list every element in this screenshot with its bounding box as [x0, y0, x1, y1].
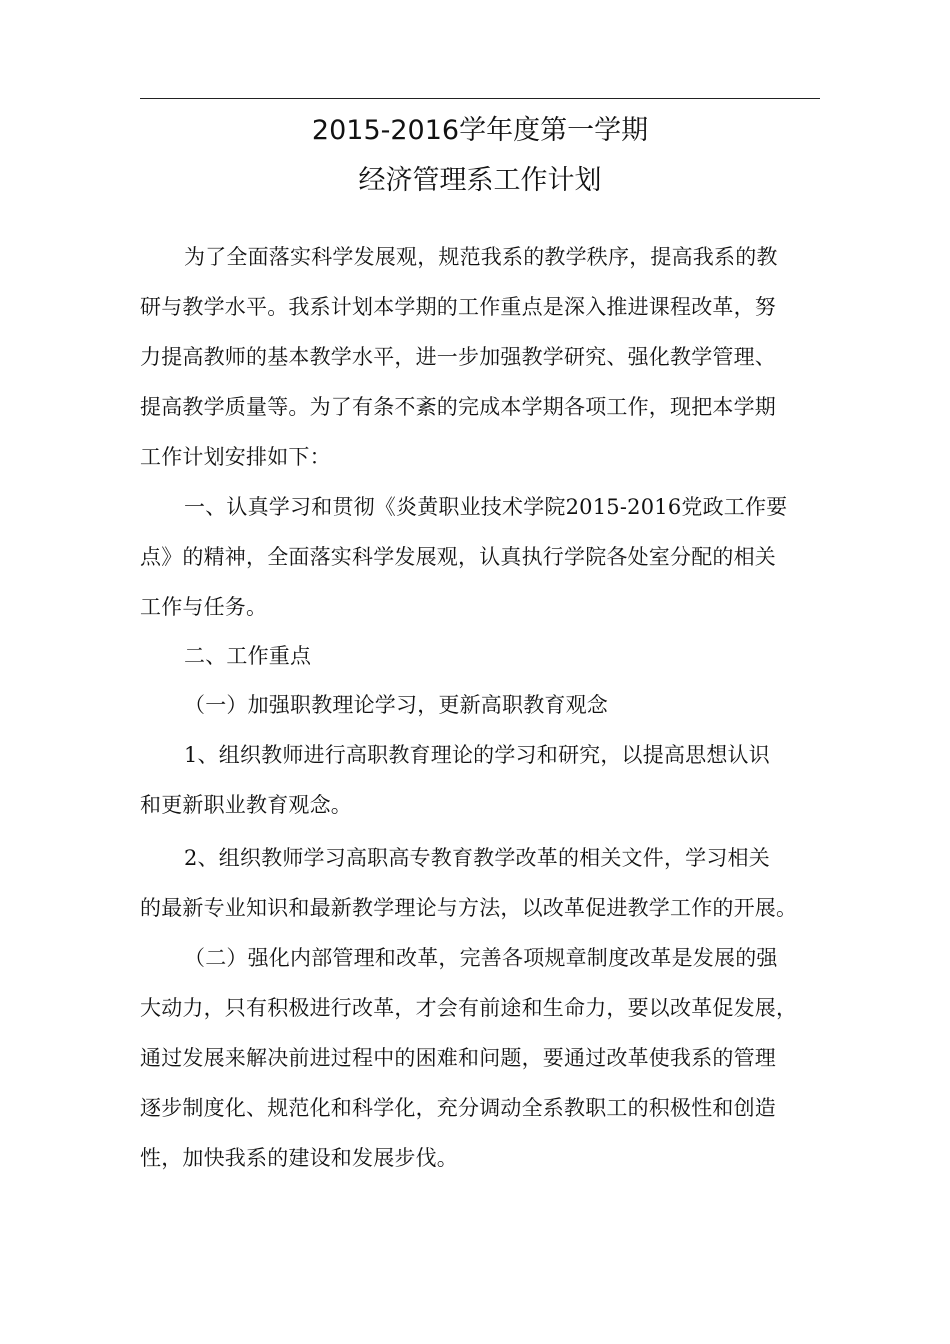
document-title-line2: 经济管理系工作计划 [358, 165, 602, 196]
section-heading: 二、工作重点 [184, 644, 312, 668]
header-rule [140, 98, 820, 99]
body-line: 一、认真学习和贯彻《炎黄职业技术学院2015-2016党政工作要 [184, 495, 788, 519]
document-title-line1: 2015-2016学年度第一学期 [311, 115, 649, 146]
body-line: 为了全面落实科学发展观，规范我系的教学秩序，提高我系的教 [184, 245, 778, 269]
body-line: 点》的精神，全面落实科学发展观，认真执行学院各处室分配的相关 [140, 545, 776, 569]
body-line: 大动力，只有积极进行改革，才会有前途和生命力，要以改革促发展， [140, 996, 798, 1020]
body-line: 和更新职业教育观念。 [140, 793, 352, 817]
body-line: 1、组织教师进行高职教育理论的学习和研究，以提高思想认识 [184, 743, 770, 767]
body-line: 工作与任务。 [140, 595, 268, 619]
body-line: 的最新专业知识和最新教学理论与方法，以改革促进教学工作的开展。 [140, 896, 798, 920]
body-line: 通过发展来解决前进过程中的困难和问题，要通过改革使我系的管理 [140, 1046, 776, 1070]
body-line: 性，加快我系的建设和发展步伐。 [140, 1146, 458, 1170]
body-line: 2、组织教师学习高职高专教育教学改革的相关文件，学习相关 [184, 846, 770, 870]
subsection-heading: （一）加强职教理论学习，更新高职教育观念 [184, 693, 608, 717]
body-line: 提高教学质量等。为了有条不紊的完成本学期各项工作，现把本学期 [140, 395, 776, 419]
body-line: 逐步制度化、规范化和科学化，充分调动全系教职工的积极性和创造 [140, 1096, 776, 1120]
subsection-heading: （二）强化内部管理和改革，完善各项规章制度改革是发展的强 [184, 946, 778, 970]
body-line: 研与教学水平。我系计划本学期的工作重点是深入推进课程改革，努 [140, 295, 776, 319]
body-line: 力提高教师的基本教学水平，进一步加强教学研究、强化教学管理、 [140, 345, 776, 369]
body-line: 工作计划安排如下： [140, 445, 331, 469]
